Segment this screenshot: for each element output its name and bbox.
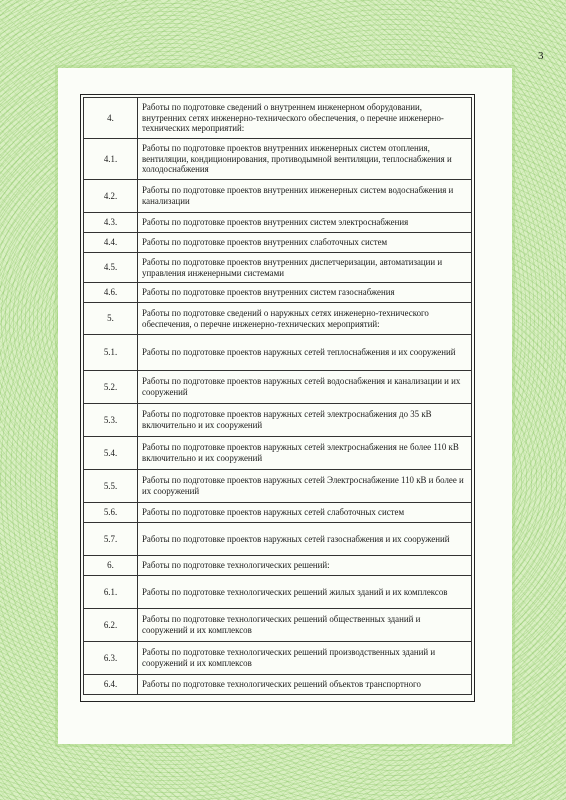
table-row: [84, 139, 472, 180]
row-text: Работы по подготовке технологических решений производственных зданий и сооружений и их комплексов: [138, 642, 472, 675]
table-row: [84, 303, 472, 335]
table-row: [84, 556, 472, 576]
row-number: 5.7.: [84, 523, 138, 556]
table-row: [84, 576, 472, 609]
row-number: 5.2.: [84, 371, 138, 404]
row-number: 6.1.: [84, 576, 138, 609]
row-text: Работы по подготовке проектов внутренних инженерных систем водоснабжения и канализации: [138, 180, 472, 213]
table-row: [84, 642, 472, 675]
row-number: 4.3.: [84, 213, 138, 233]
row-text: Работы по подготовке проектов внутренних систем электроснабжения: [138, 213, 472, 233]
page-number: 3: [538, 50, 544, 62]
works-table: [83, 97, 472, 695]
row-text: Работы по подготовке проектов наружных сетей Электроснабжение 110 кВ и более и их сооружений: [138, 470, 472, 503]
row-number: 5.: [84, 303, 138, 335]
row-text: Работы по подготовке проектов наружных сетей теплоснабжения и их сооружений: [138, 335, 472, 371]
table-row: [84, 213, 472, 233]
row-number: 6.: [84, 556, 138, 576]
row-number: 5.5.: [84, 470, 138, 503]
row-number: 4.: [84, 98, 138, 139]
row-text: Работы по подготовке технологических решений жилых зданий и их комплексов: [138, 576, 472, 609]
row-number: 4.1.: [84, 139, 138, 180]
table-row: [84, 503, 472, 523]
row-text: Работы по подготовке технологических решений общественных зданий и сооружений и их комплексов: [138, 609, 472, 642]
table-row: [84, 283, 472, 303]
table-row: [84, 335, 472, 371]
row-text: Работы по подготовке проектов наружных сетей слаботочных систем: [138, 503, 472, 523]
row-text: Работы по подготовке проектов наружных сетей электроснабжения до 35 кВ включительно и их сооружений: [138, 404, 472, 437]
row-text: Работы по подготовке проектов внутренних инженерных систем отопления, вентиляции, кондиционирования, противодымной вентиляции, теплоснабжения и холодоснабжения: [138, 139, 472, 180]
row-number: 6.3.: [84, 642, 138, 675]
row-text: Работы по подготовке технологических решений:: [138, 556, 472, 576]
table-row: [84, 233, 472, 253]
table-row: [84, 523, 472, 556]
table-row: [84, 609, 472, 642]
row-number: 5.4.: [84, 437, 138, 470]
row-number: 4.2.: [84, 180, 138, 213]
row-text: Работы по подготовке проектов наружных сетей газоснабжения и их сооружений: [138, 523, 472, 556]
table-row: [84, 675, 472, 695]
row-text: Работы по подготовке проектов внутренних систем газоснабжения: [138, 283, 472, 303]
row-number: 5.3.: [84, 404, 138, 437]
table-row: [84, 180, 472, 213]
row-number: 4.4.: [84, 233, 138, 253]
row-text: Работы по подготовке сведений о наружных сетях инженерно-технического обеспечения, о перечне инженерно-технических мероприятий:: [138, 303, 472, 335]
table-row: [84, 98, 472, 139]
table-row: [84, 253, 472, 283]
row-number: 6.4.: [84, 675, 138, 695]
row-number: 4.5.: [84, 253, 138, 283]
row-number: 5.6.: [84, 503, 138, 523]
table-row: [84, 437, 472, 470]
row-text: Работы по подготовке проектов внутренних диспетчеризации, автоматизации и управления инженерными системами: [138, 253, 472, 283]
row-number: 6.2.: [84, 609, 138, 642]
row-text: Работы по подготовке сведений о внутреннем инженерном оборудовании, внутренних сетях инженерно-технического обеспечения, о перечне инженерно-технических мероприятий:: [138, 98, 472, 139]
row-text: Работы по подготовке технологических решений объектов транспортного: [138, 675, 472, 695]
table-row: [84, 371, 472, 404]
row-number: 4.6.: [84, 283, 138, 303]
row-number: 5.1.: [84, 335, 138, 371]
table-row: [84, 470, 472, 503]
row-text: Работы по подготовке проектов внутренних слаботочных систем: [138, 233, 472, 253]
table-row: [84, 404, 472, 437]
row-text: Работы по подготовке проектов наружных сетей электроснабжения не более 110 кВ включительно и их сооружений: [138, 437, 472, 470]
row-text: Работы по подготовке проектов наружных сетей водоснабжения и канализации и их сооружений: [138, 371, 472, 404]
